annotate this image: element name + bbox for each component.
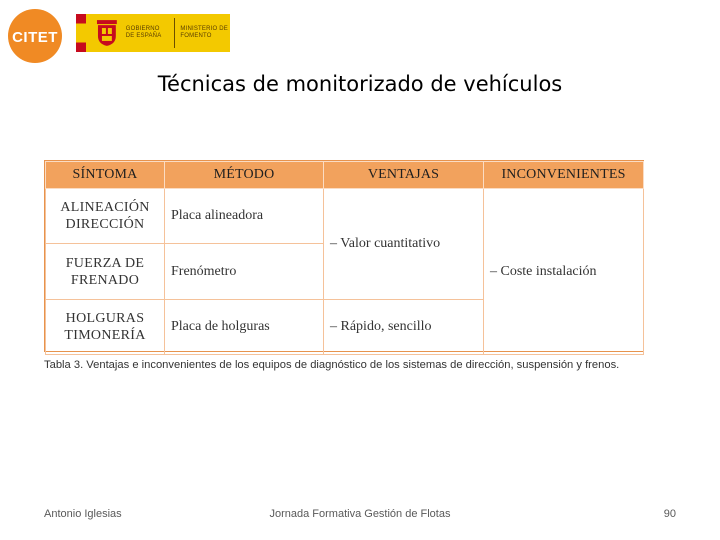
footer-event: Jornada Formativa Gestión de Flotas [269,508,451,520]
sintoma-cell [46,189,165,244]
sintoma-line: DIRECCIÓN [65,217,145,232]
table-row [46,189,644,244]
coat-of-arms-icon [94,18,120,48]
metodo-cell: Frenómetro [165,244,324,300]
header-sintoma: SÍNTOMA [46,162,165,189]
sintoma-cell [46,244,165,300]
sintoma-line: TIMONERÍA [64,328,146,343]
header-metodo: MÉTODO [165,162,324,189]
ministry-name: MINISTERIO DE FOMENTO [180,26,228,39]
slide-title: Técnicas de monitorizado de vehículos [157,72,563,96]
table-caption: Tabla 3. Ventajas e inconvenientes de los equipos de diagnóstico de los sistemas de dirección, suspensión y frenos. [44,359,620,371]
table-header-row [46,162,644,189]
sintoma-line: ALINEACIÓN [60,200,150,215]
spain-flag-icon [76,14,86,52]
metodo-cell: Placa de holguras [165,300,324,355]
page-number: 90 [663,508,676,520]
ministerio-fomento-logo [76,14,230,52]
sintoma-line: FUERZA DE [65,255,145,271]
sintoma-cell [46,300,165,355]
gov-name: GOBIERNO DE ESPAÑA [125,26,162,39]
diagnostic-table [44,160,644,352]
ventajas-cell: – Rápido, sencillo [324,300,484,355]
sintoma-line: HOLGURAS [65,311,145,326]
header-inconvenientes: INCONVENIENTES [484,162,644,189]
citet-logo-text: CITET [12,29,58,46]
ventajas-cell: – Valor cuantitativo [324,189,484,300]
citet-logo [6,8,64,64]
metodo-cell: Placa alineadora [165,189,324,244]
header-ventajas: VENTAJAS [324,162,484,189]
inconvenientes-cell: – Coste instalación [484,189,644,355]
sintoma-line: FRENADO [70,272,140,288]
footer-author: Antonio Iglesias [44,508,122,520]
logo-divider [174,18,175,48]
